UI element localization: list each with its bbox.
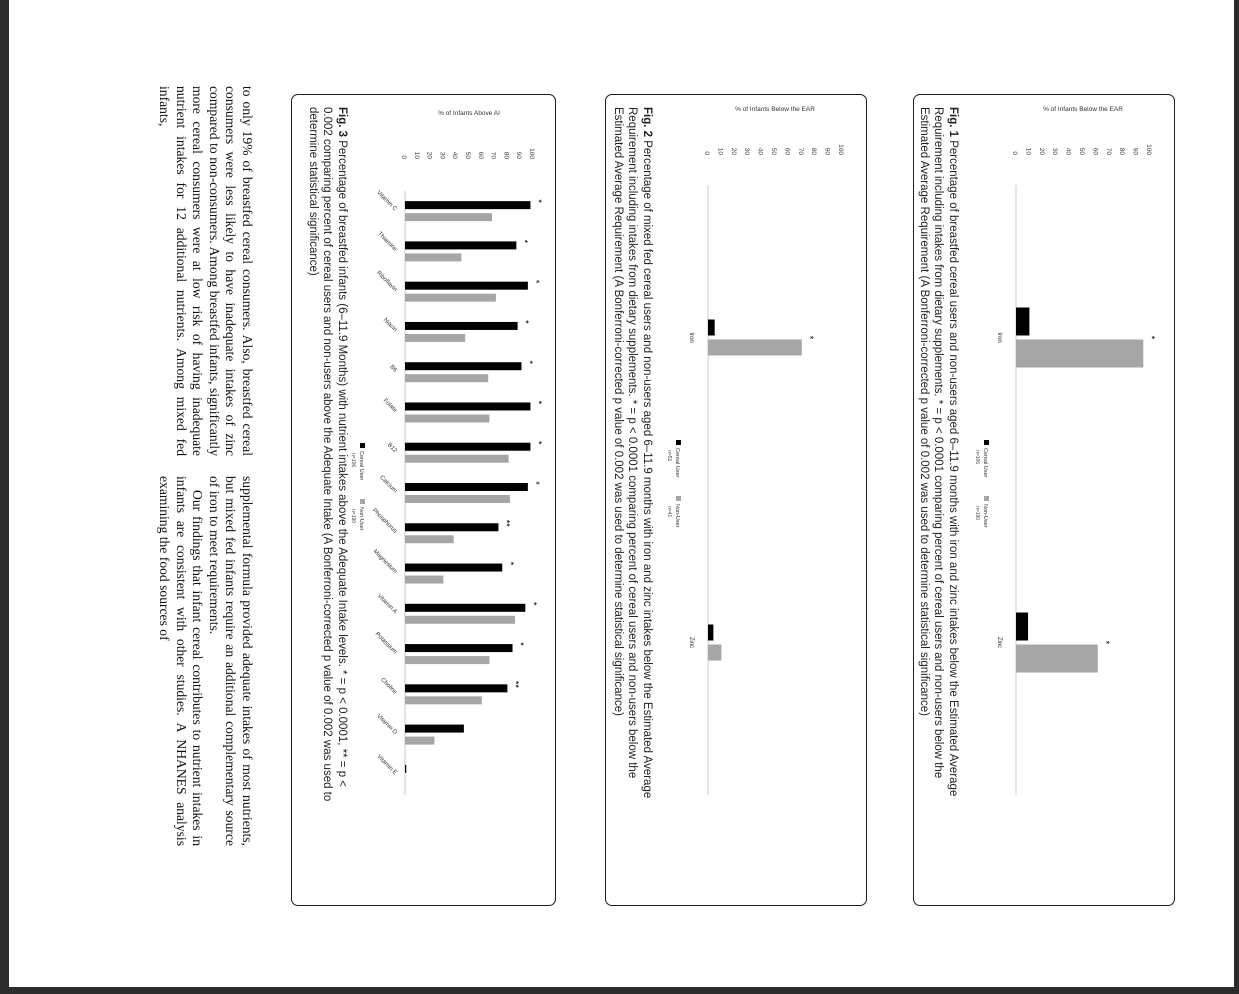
y-tick-label: 40 — [756, 147, 764, 155]
bar-cereal-user — [1016, 308, 1029, 336]
figure-2-box — [605, 94, 867, 906]
y-tick-label: 100 — [528, 148, 535, 159]
y-tick-label: 60 — [476, 151, 484, 159]
category-label: Zinc — [996, 636, 1002, 649]
y-tick-label: 70 — [796, 147, 804, 155]
significance-marker: * — [533, 199, 544, 203]
category-label: Vitamin A — [375, 593, 398, 616]
figure-2-chart — [656, 95, 866, 907]
y-tick-label: 0 — [400, 155, 407, 159]
bar-cereal-user — [405, 362, 521, 370]
legend-n-label: n=51 — [666, 450, 672, 462]
y-tick-label: 10 — [716, 147, 724, 155]
category-label: Niacin — [381, 317, 398, 334]
legend-swatch — [676, 496, 681, 501]
legend-label: Cereal User — [674, 448, 680, 478]
y-tick-label: 20 — [1037, 147, 1045, 155]
figure-1-box — [913, 94, 1175, 906]
figure-2-caption-label: Fig. 2 — [641, 107, 653, 138]
y-axis-label: % of Infants Below the EAR — [1043, 106, 1123, 113]
figure-3-box — [291, 94, 556, 906]
bar-non-user — [405, 656, 489, 664]
category-label: Vitamin E — [375, 753, 398, 777]
figure-3-chart — [350, 95, 555, 907]
y-tick-label: 0 — [1011, 151, 1018, 155]
significance-marker: * — [804, 335, 815, 340]
body-column-left — [156, 86, 255, 456]
legend-swatch — [676, 440, 681, 445]
bar-cereal-user — [405, 402, 530, 410]
y-axis-label: % of Infants Below the EAR — [735, 106, 815, 113]
bar-non-user — [708, 645, 721, 661]
bar-cereal-user — [405, 604, 525, 612]
significance-marker: * — [530, 481, 541, 485]
category-label: B6 — [388, 364, 398, 374]
y-tick-label: 80 — [502, 151, 510, 159]
y-tick-label: 50 — [464, 151, 471, 159]
bar-non-user — [1016, 340, 1143, 368]
category-label: Vitamin C — [375, 189, 398, 213]
bar-cereal-user — [405, 443, 530, 451]
bar-cereal-user — [405, 483, 528, 491]
category-label: Calcium — [378, 474, 398, 495]
figure-2-caption — [611, 107, 655, 807]
category-label: Phosphorus — [370, 507, 398, 535]
y-tick-label: 40 — [1064, 147, 1072, 155]
legend-label: Cereal User — [358, 451, 364, 481]
y-tick-label: 90 — [823, 147, 831, 155]
bar-cereal-user — [708, 625, 713, 641]
bar-non-user — [405, 616, 515, 624]
significance-marker: * — [505, 561, 516, 566]
significance-marker: * — [515, 642, 526, 646]
body-paragraph: to only 19% of breastfed cereal consumers. Also, breastfed cereal consumers were less likely to have inadequate intakes of zinc compared to non-consumers. Among breastfed infants, significantly more cereal consumers were at low risk of having inadequate nutrient intakes for 12 additional nutrients. Among mixed fed infants, — [157, 86, 255, 456]
bar-cereal-user — [405, 282, 528, 290]
bar-cereal-user — [405, 201, 530, 209]
y-tick-label: 100 — [1145, 144, 1152, 155]
bar-cereal-user — [1016, 613, 1028, 641]
y-tick-label: 20 — [729, 147, 737, 155]
legend-label: Non-User — [358, 507, 364, 531]
category-label: Potassium — [373, 631, 398, 656]
viewer-bottom-border — [0, 987, 1239, 994]
figure-2-caption-text: Percentage of mixed fed cereal users and non-users aged 6–11.9 months with iron and zinc intakes below the Estimated Average Requirement including intakes from dietary supplements. * = p < 0.0001 comparing percent of cereal users and non-users below the Estimated Average Requirement (A Bonferroni-corrected p value of 0.002 was used to determine statistical significance) — [612, 107, 653, 799]
y-tick-label: 30 — [1051, 147, 1059, 155]
bar-non-user — [405, 334, 465, 342]
y-axis-label: % of Infants Above AI — [438, 110, 500, 117]
y-tick-label: 50 — [1078, 147, 1085, 155]
significance-marker: ** — [510, 680, 521, 688]
y-tick-label: 20 — [425, 151, 433, 159]
bar-non-user — [405, 737, 434, 745]
significance-marker: * — [524, 360, 535, 364]
y-tick-label: 40 — [451, 151, 459, 159]
significance-marker: * — [530, 279, 541, 284]
bar-non-user — [405, 213, 492, 221]
legend-swatch — [984, 496, 989, 501]
y-tick-label: 90 — [1131, 147, 1139, 155]
bar-non-user — [405, 414, 489, 422]
bar-non-user — [405, 455, 509, 463]
significance-marker: ** — [501, 519, 512, 527]
legend-swatch — [360, 499, 365, 504]
category-label: Thiamine — [376, 231, 398, 253]
bar-non-user — [405, 374, 488, 382]
figure-1-caption — [917, 107, 961, 807]
bar-non-user — [405, 495, 510, 503]
bar-cereal-user — [405, 523, 498, 531]
figure-1-chart — [964, 95, 1174, 907]
legend-n-label: n=106 — [350, 453, 356, 468]
bar-cereal-user — [405, 765, 406, 773]
y-tick-label: 30 — [743, 147, 751, 155]
bar-cereal-user — [405, 241, 516, 249]
legend-swatch — [360, 443, 365, 448]
y-tick-label: 90 — [515, 151, 523, 159]
category-label: Iron — [688, 332, 694, 343]
legend-n-label: n=190 — [350, 509, 356, 524]
legend-n-label: n=190 — [974, 506, 980, 521]
bar-non-user — [405, 576, 443, 584]
y-tick-label: 10 — [412, 151, 420, 159]
bar-cereal-user — [405, 322, 518, 330]
significance-marker: * — [533, 440, 544, 445]
significance-marker: * — [528, 602, 539, 606]
bar-non-user — [708, 340, 802, 356]
legend-n-label: n=41 — [666, 506, 672, 518]
figure-3-caption-text: Percentage of breastfed infants (6–11.9 Months) with nutrient intakes above the Adequate Intake levels. * = p < 0.0001, ** = p < 0.002 comparing percent of cereal users and non-users above the Adequate Intake (A Bonferroni-corrected p value of 0.002 was used to determine statistical significance) — [307, 107, 348, 802]
bar-non-user — [405, 294, 496, 302]
y-tick-label: 10 — [1024, 147, 1032, 155]
bar-cereal-user — [708, 320, 715, 336]
bar-non-user — [1016, 645, 1098, 673]
bar-cereal-user — [405, 564, 502, 572]
y-tick-label: 30 — [438, 151, 446, 159]
y-tick-label: 100 — [837, 144, 844, 155]
bar-cereal-user — [405, 684, 507, 692]
bar-non-user — [405, 696, 482, 704]
significance-marker: * — [520, 320, 531, 324]
category-label: Iron — [996, 332, 1002, 343]
y-tick-label: 80 — [1118, 147, 1126, 155]
figure-3-caption-label: Fig. 3 — [336, 107, 348, 138]
figure-1-caption-label: Fig. 1 — [947, 107, 959, 138]
legend-swatch — [984, 440, 989, 445]
body-column-right — [156, 476, 255, 846]
y-tick-label: 70 — [489, 151, 497, 159]
y-tick-label: 70 — [1104, 147, 1112, 155]
bar-cereal-user — [405, 644, 513, 652]
bar-cereal-user — [405, 725, 464, 733]
legend-n-label: n=106 — [974, 450, 980, 465]
bar-non-user — [405, 535, 454, 543]
body-paragraph: Our findings that infant cereal contributes to nutrient intakes in infants are consistent with other studies. A NHANES analysis examining the food sources of — [157, 476, 206, 846]
significance-marker: * — [1146, 335, 1157, 340]
y-tick-label: 60 — [783, 147, 791, 155]
viewer-left-border — [0, 0, 9, 994]
significance-marker: * — [519, 239, 530, 244]
category-label: Zinc — [688, 636, 694, 649]
body-paragraph: supplemental formula provided adequate intakes of most nutrients, but mixed fed infants require an additional complementary source of iron to meet requirements. — [207, 476, 255, 846]
rotated-paper-page — [71, 86, 1181, 986]
category-label: Riboflavin — [374, 270, 398, 294]
category-label: B12 — [386, 442, 398, 455]
bar-non-user — [405, 253, 461, 261]
significance-marker: * — [1100, 640, 1111, 645]
legend-label: Cereal User — [982, 448, 988, 478]
legend-label: Non-User — [674, 504, 680, 528]
y-tick-label: 80 — [810, 147, 818, 155]
viewer-right-border — [1234, 0, 1239, 994]
y-tick-label: 50 — [770, 147, 777, 155]
y-tick-label: 0 — [703, 151, 710, 155]
category-label: Magnesium — [371, 548, 398, 575]
figure-3-caption — [306, 107, 350, 807]
category-label: Vitamin D — [375, 713, 398, 737]
significance-marker: * — [533, 400, 544, 405]
y-tick-label: 60 — [1091, 147, 1099, 155]
figure-1-caption-text: Percentage of breastfed cereal users and non-users aged 6–11.9 months with iron and zinc intakes below the Estimated Average Requirement including intakes from dietary supplements. * = p < 0.0001 comparing percent of cereal users and non-users below the Estimated Average Requirement (A Bonferroni-corrected p value of 0.002 was used to determine statistical significance) — [918, 107, 959, 797]
legend-label: Non-User — [982, 504, 988, 528]
category-label: Choline — [379, 677, 398, 696]
category-label: Folate — [381, 397, 398, 414]
